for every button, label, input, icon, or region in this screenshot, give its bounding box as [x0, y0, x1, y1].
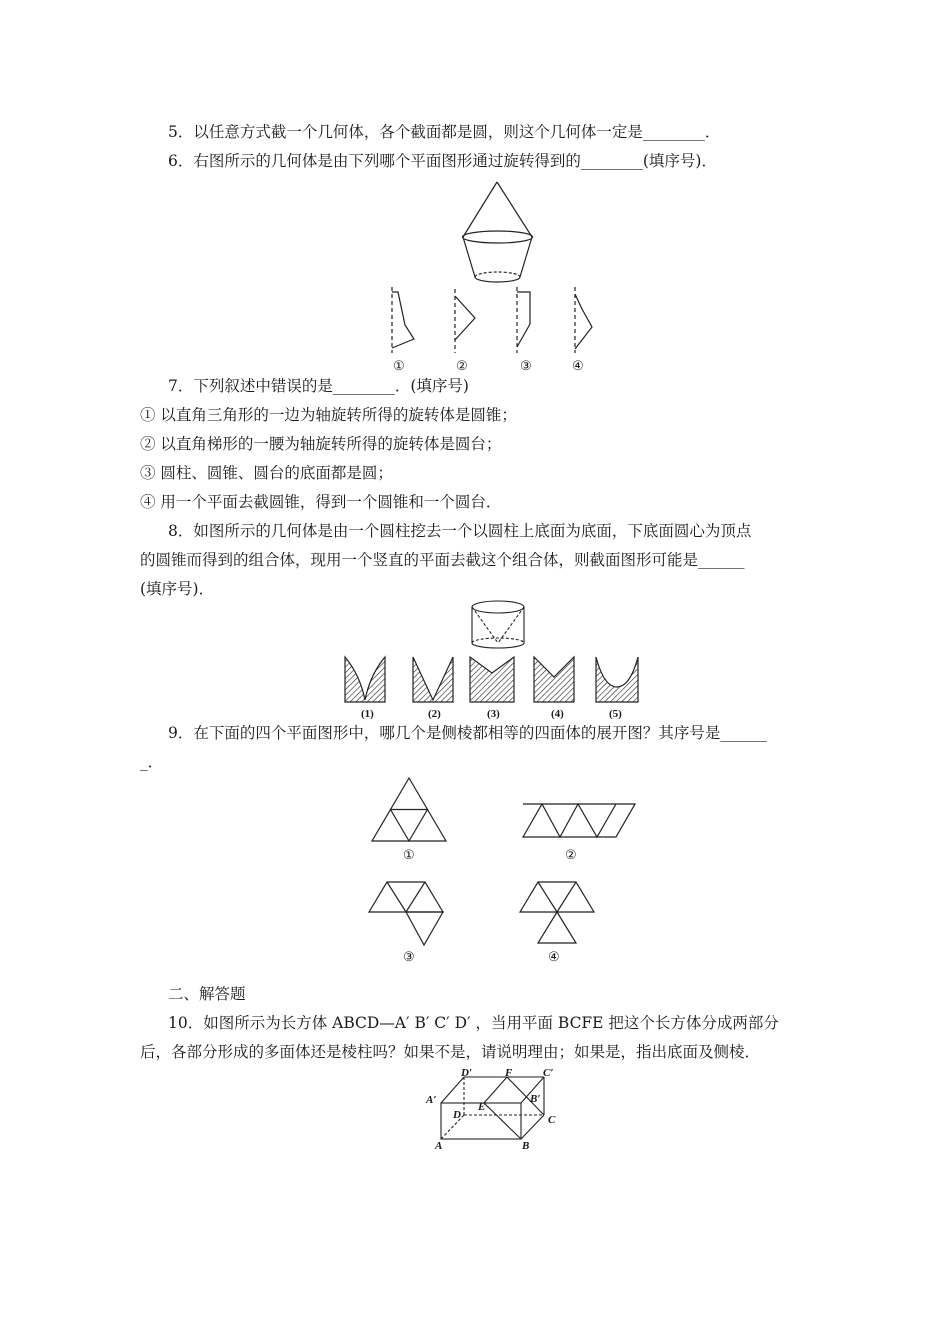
section-heading: 二、解答题	[168, 985, 246, 1003]
question-8-line-3: (填序号)．	[140, 580, 215, 598]
question-7-item-3: ③ 圆柱、圆锥、圆台的底面都是圆；	[140, 464, 393, 482]
q10-label-d-prime: D′	[461, 1067, 473, 1079]
q6-option-label-4: ④	[572, 359, 584, 374]
question-9-line-1: 9．在下面的四个平面图形中，哪几个是侧棱都相等的四面体的展开图？其序号是______	[168, 724, 767, 742]
q6-option-label-2: ②	[456, 359, 468, 374]
question-5: 5．以任意方式截一个几何体，各个截面都是圆，则这个几何体一定是________．	[168, 123, 721, 141]
q9-option-label-2: ②	[565, 848, 577, 863]
q8-option-label-4: (4)	[551, 708, 564, 720]
q6-option-label-3: ③	[520, 359, 532, 374]
q10-label-c-prime: C′	[543, 1067, 554, 1079]
q10-label-c: C	[548, 1114, 556, 1126]
q10-label-a-prime: A′	[426, 1094, 437, 1106]
q8-option-label-2: (2)	[428, 708, 441, 720]
q10-label-d: D	[453, 1109, 461, 1121]
q9-option-label-3: ③	[403, 950, 415, 965]
q9-option-label-4: ④	[548, 950, 560, 965]
q10-label-b: B	[522, 1140, 530, 1152]
q8-option-label-5: (5)	[609, 708, 622, 720]
q9-net-2	[520, 802, 640, 842]
q8-section-options	[340, 655, 650, 707]
question-7-item-1: ① 以直角三角形的一边为轴旋转所得的旋转体是圆锥；	[140, 406, 517, 424]
q6-option-shapes	[385, 287, 615, 357]
q10-label-b-prime: B′	[530, 1093, 541, 1105]
q9-net-1	[369, 776, 451, 844]
question-8-line-2: 的圆锥而得到的组合体，现用一个竖直的平面去截这个组合体，则截面图形可能是______	[140, 551, 745, 569]
q8-option-label-3: (3)	[487, 708, 500, 720]
q9-net-4	[517, 880, 599, 946]
q9-net-3	[366, 880, 448, 950]
question-7-item-2: ② 以直角梯形的一腰为轴旋转所得的旋转体是圆台；	[140, 435, 502, 453]
question-9-line-2: _．	[140, 753, 164, 771]
question-7-item-4: ④ 用一个平面去截圆锥，得到一个圆锥和一个圆台．	[140, 493, 502, 511]
q9-option-label-1: ①	[403, 848, 415, 863]
question-7-stem: 7．下列叙述中错误的是________．(填序号)	[168, 377, 469, 395]
q8-cylinder-figure	[470, 599, 526, 651]
q8-option-label-1: (1)	[361, 708, 374, 720]
question-10-line-2: 后，各部分形成的多面体还是棱柱吗？如果不是，请说明理由；如果是，指出底面及侧棱．	[140, 1043, 761, 1061]
question-8-line-1: 8．如图所示的几何体是由一个圆柱挖去一个以圆柱上底面为底面，下底面圆心为顶点	[168, 522, 752, 540]
q10-label-a: A	[435, 1140, 443, 1152]
q10-cuboid-figure	[420, 1064, 580, 1154]
q6-solid-figure	[450, 180, 570, 290]
q10-label-e: E	[478, 1101, 486, 1113]
question-6: 6．右图所示的几何体是由下列哪个平面图形通过旋转得到的________(填序号)．	[168, 152, 717, 170]
q6-option-label-1: ①	[393, 359, 405, 374]
q10-label-f: F	[505, 1067, 513, 1079]
question-10-line-1: 10．如图所示为长方体 ABCD—A′ B′ C′ D′ ，当用平面 BCFE 把这个长方体分成两部分	[168, 1014, 779, 1032]
